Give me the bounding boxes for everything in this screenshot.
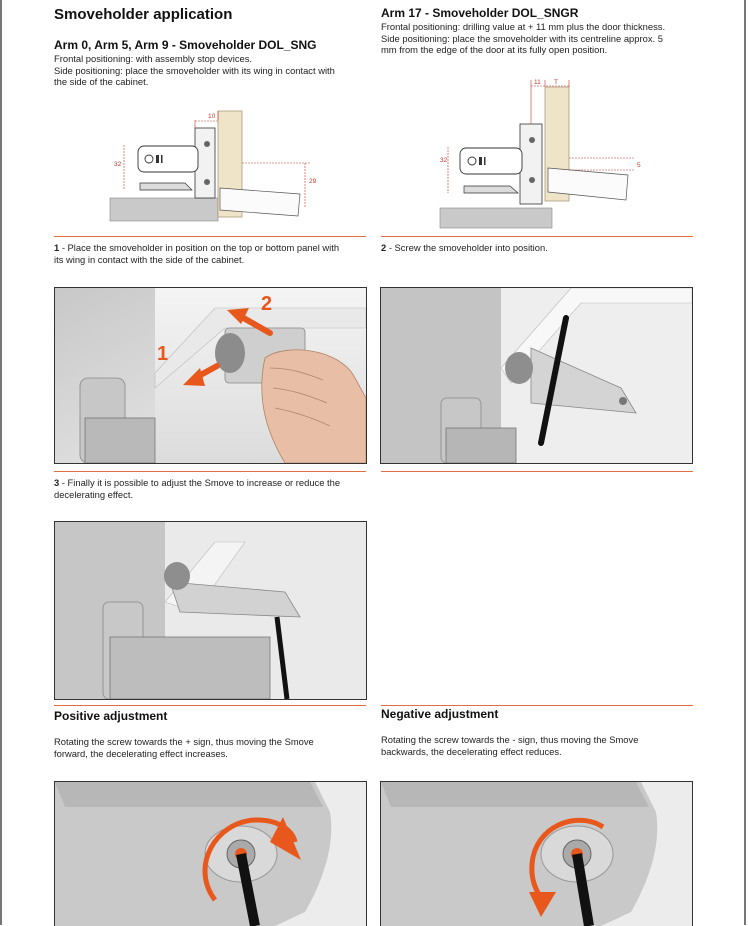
page-border-left	[0, 0, 2, 925]
step-number: 1	[54, 242, 60, 253]
step-line: - Place the smoveholder in position on the top or bottom panel with	[61, 242, 340, 253]
step-line: decelerating effect.	[54, 488, 134, 500]
step-3-text	[54, 477, 366, 500]
left-section-heading: Arm 0, Arm 5, Arm 9 - Smoveholder DOL_SNG	[54, 38, 317, 52]
positive-line: Rotating the screw towards the + sign, thus moving the Smove	[54, 736, 314, 747]
right-section-text	[381, 21, 701, 56]
negative-adjustment-text	[381, 734, 693, 757]
left-section-text	[54, 53, 374, 88]
photo-negative-adjustment	[380, 781, 693, 926]
step-line: its wing in contact with the side of the cabinet.	[54, 253, 245, 265]
step-line: - Screw the smoveholder into position.	[388, 242, 548, 253]
left-section-line: Side positioning: place the smoveholder with its wing in contact with	[54, 64, 335, 76]
photo-step-3	[54, 521, 367, 700]
negative-line: Rotating the screw towards the - sign, thus moving the Smove	[381, 734, 639, 745]
left-hinge-diagram	[100, 108, 330, 226]
arrow-label-2: 2	[261, 293, 273, 315]
right-dim-right: 5	[637, 162, 641, 169]
divider	[54, 236, 366, 237]
right-dim-top-a: 11	[534, 79, 541, 86]
positive-line: forward, the decelerating effect increases.	[54, 747, 228, 759]
right-hinge-diagram	[430, 78, 660, 230]
divider	[381, 705, 693, 706]
divider	[54, 471, 366, 472]
right-dim-top-b: T	[554, 79, 558, 86]
left-dim-left: 32	[114, 161, 122, 168]
divider	[381, 236, 693, 237]
right-section-line: Frontal positioning: drilling value at + 11 mm plus the door thickness.	[381, 21, 666, 32]
right-section-line: Side positioning: place the smoveholder with its centreline approx. 5	[381, 32, 663, 44]
photo-positive-adjustment	[54, 781, 367, 926]
divider	[54, 705, 366, 706]
left-section-line: the side of the cabinet.	[54, 76, 149, 88]
positive-adjustment-text	[54, 736, 366, 759]
page-title: Smoveholder application	[54, 6, 233, 23]
step-2-text	[381, 242, 693, 254]
negative-adjustment-title: Negative adjustment	[381, 707, 499, 721]
step-number: 3	[54, 477, 60, 488]
positive-adjustment-title: Positive adjustment	[54, 709, 168, 723]
negative-line: backwards, the decelerating effect reduces.	[381, 745, 562, 757]
left-dim-top: 10	[208, 113, 216, 120]
step-number: 2	[381, 242, 387, 253]
step-line: - Finally it is possible to adjust the Smove to increase or reduce the	[61, 477, 341, 488]
right-section-line: mm from the edge of the door at its fully open position.	[381, 44, 608, 56]
photo-step-1	[54, 287, 367, 464]
right-dim-left: 32	[440, 157, 448, 164]
photo-step-2	[380, 287, 693, 464]
left-dim-right: 29	[309, 178, 317, 185]
arrow-label-1: 1	[157, 343, 169, 365]
page-border-right	[744, 0, 746, 925]
left-section-line: Frontal positioning: with assembly stop devices.	[54, 53, 253, 64]
divider	[381, 471, 693, 472]
right-section-heading: Arm 17 - Smoveholder DOL_SNGR	[381, 6, 579, 20]
step-1-text	[54, 242, 366, 265]
